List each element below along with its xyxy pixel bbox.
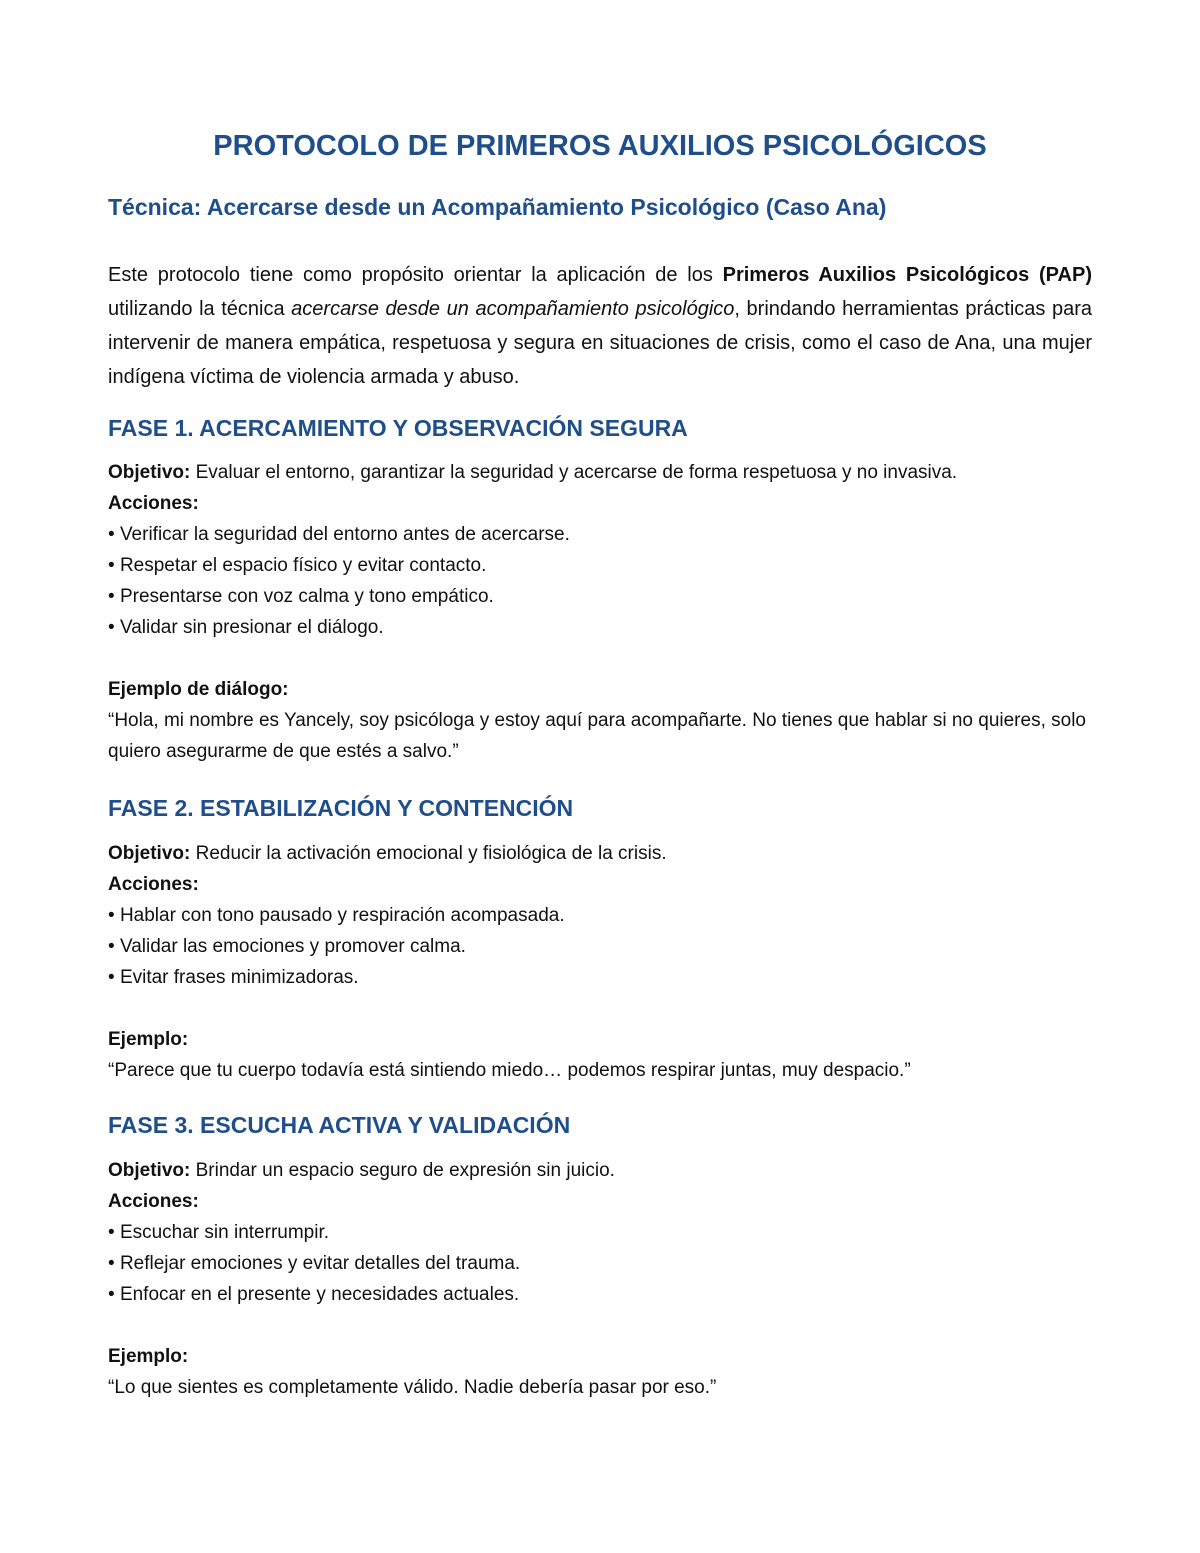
list-item: • Escuchar sin interrumpir. [108,1217,1098,1248]
phase-1-body [108,457,1098,767]
phase-1-example-text: “Hola, mi nombre es Yancely, soy psicóloga y estoy aquí para acompañarte. No tienes que hablar si no quieres, solo quiero asegurarme de que estés a salvo.” [108,710,1086,762]
page-title: PROTOCOLO DE PRIMEROS AUXILIOS PSICOLÓGICOS [213,130,987,162]
phase-2-body [108,838,1098,1086]
objective-label: Objetivo: [108,1160,191,1181]
intro-text-3: , brindando herramientas prácticas para intervenir de manera empática, respetuosa y segura en situaciones de crisis, como el caso de Ana, una mujer indígena víctima de violencia armada y abuso. [108,298,1093,388]
list-item: • Reflejar emociones y evitar detalles del trauma. [108,1248,1098,1279]
phase-1-example-label: Ejemplo de diálogo: [108,679,289,700]
phase-2-example-text: “Parece que tu cuerpo todavía está sintiendo miedo… podemos respirar juntas, muy despacio.” [108,1060,911,1081]
phase-1-heading: FASE 1. ACERCAMIENTO Y OBSERVACIÓN SEGURA [108,415,688,441]
objective-label: Objetivo: [108,462,191,483]
phase-3-actions-label: Acciones: [108,1191,199,1212]
phase-3-objective-text: Brindar un espacio seguro de expresión sin juicio. [195,1160,615,1181]
intro-text-1: Este protocolo tiene como propósito orientar la aplicación de los [108,264,723,286]
list-item: • Respetar el espacio físico y evitar contacto. [108,550,1098,581]
phase-2-actions-list [108,900,1098,993]
list-item: • Enfocar en el presente y necesidades actuales. [108,1279,1098,1310]
list-item: • Presentarse con voz calma y tono empático. [108,581,1098,612]
phase-3-example-text: “Lo que sientes es completamente válido. Nadie debería pasar por eso.” [108,1377,717,1398]
list-item: • Verificar la seguridad del entorno antes de acercarse. [108,519,1098,550]
phase-1-actions-label: Acciones: [108,493,199,514]
phase-2-actions-label: Acciones: [108,874,199,895]
phase-1-objective [108,457,1098,488]
list-item: • Evitar frases minimizadoras. [108,962,1098,993]
intro-paragraph [108,258,1092,394]
phase-2-objective-text: Reducir la activación emocional y fisiológica de la crisis. [195,843,667,864]
intro-bold-pap: Primeros Auxilios Psicológicos (PAP) [722,264,1092,286]
phase-2-heading: FASE 2. ESTABILIZACIÓN Y CONTENCIÓN [108,795,574,821]
phase-3-example-label: Ejemplo: [108,1346,189,1367]
phase-3-body [108,1155,1098,1403]
phase-1-objective-text: Evaluar el entorno, garantizar la seguridad y acercarse de forma respetuosa y no invasiva. [195,462,958,483]
intro-italic-technique: acercarse desde un acompañamiento psicológico [291,298,735,320]
phase-1-actions-list [108,519,1098,643]
phase-3-objective [108,1155,1098,1186]
phase-2-example-label: Ejemplo: [108,1029,189,1050]
phase-3-actions-list [108,1217,1098,1310]
list-item: • Validar las emociones y promover calma. [108,931,1098,962]
list-item: • Hablar con tono pausado y respiración acompasada. [108,900,1098,931]
objective-label: Objetivo: [108,843,191,864]
list-item: • Validar sin presionar el diálogo. [108,612,1098,643]
intro-text-2: utilizando la técnica [108,298,292,320]
phase-3-heading: FASE 3. ESCUCHA ACTIVA Y VALIDACIÓN [108,1112,571,1138]
phase-2-objective [108,838,1098,869]
page-subtitle: Técnica: Acercarse desde un Acompañamiento Psicológico (Caso Ana) [108,194,887,220]
